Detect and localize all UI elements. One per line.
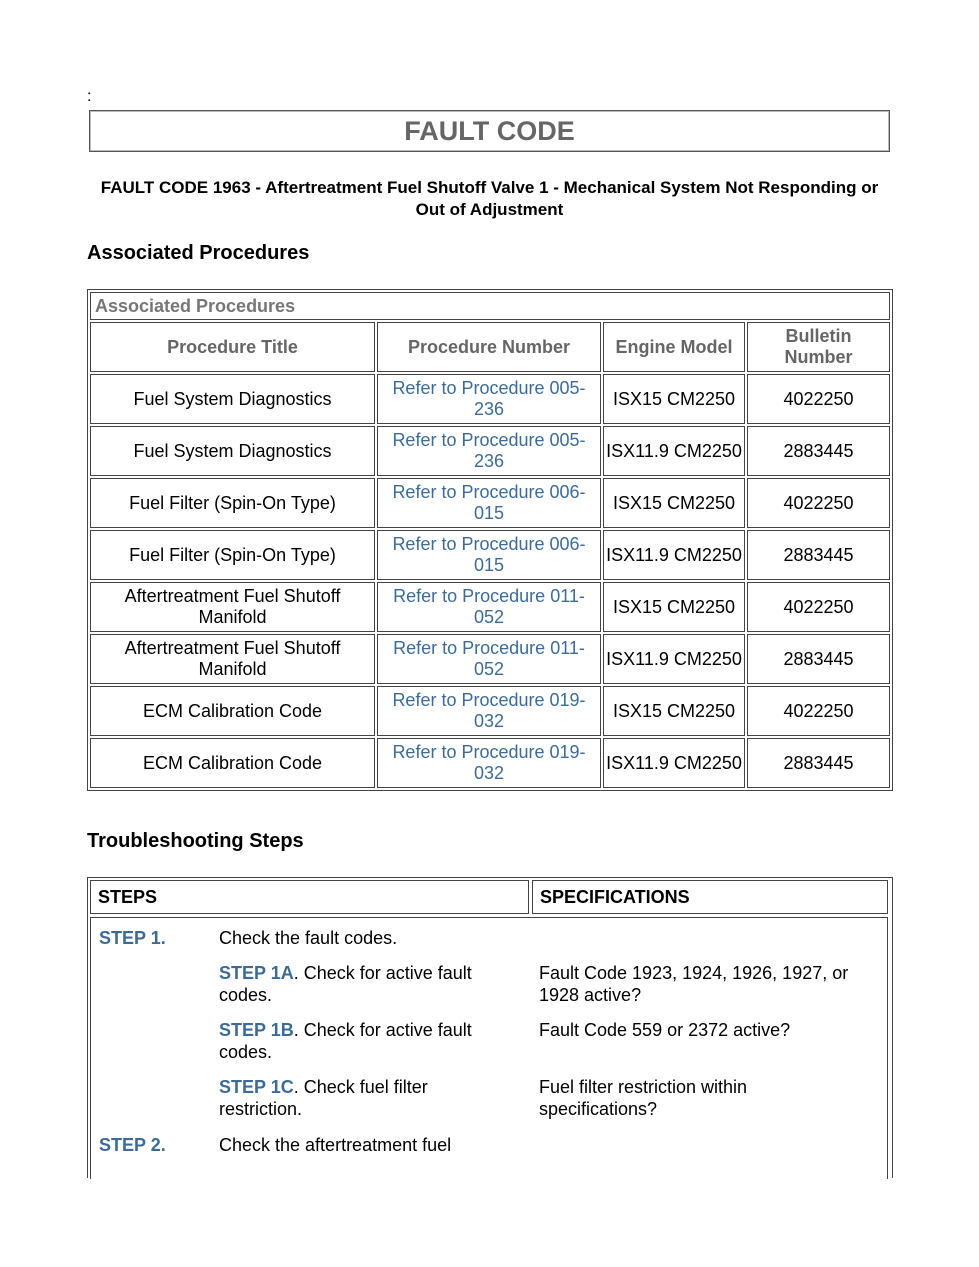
engine-model-cell: ISX11.9 CM2250 xyxy=(603,530,745,580)
steps-header-row xyxy=(90,880,888,914)
procedure-number-cell xyxy=(377,686,601,736)
troubleshooting-steps-heading: Troubleshooting Steps xyxy=(87,830,304,852)
col-procedure-number: Procedure Number xyxy=(377,322,601,372)
engine-model-cell: ISX15 CM2250 xyxy=(603,686,745,736)
col-steps: STEPS xyxy=(90,880,529,914)
procedure-title-cell: Aftertreatment Fuel Shutoff Manifold xyxy=(90,582,375,632)
engine-model-cell: ISX15 CM2250 xyxy=(603,478,745,528)
bulletin-number-cell: 4022250 xyxy=(747,582,890,632)
step-1c-text: STEP 1C. Check fuel filter restriction. xyxy=(219,1077,428,1119)
col-bulletin-number: Bulletin Number xyxy=(747,322,890,372)
table-row xyxy=(90,582,890,632)
engine-model-cell: ISX11.9 CM2250 xyxy=(603,634,745,684)
procedure-title-cell: Fuel Filter (Spin-On Type) xyxy=(90,478,375,528)
col-engine-model: Engine Model xyxy=(603,322,745,372)
associated-procedures-heading: Associated Procedures xyxy=(87,242,310,264)
procedure-title-cell: Fuel System Diagnostics xyxy=(90,374,375,424)
col-procedure-title: Procedure Title xyxy=(90,322,375,372)
fault-code-title: FAULT CODE 1963 - Aftertreatment Fuel Shutoff Valve 1 - Mechanical System Not Responding or Out of Adjustment xyxy=(100,178,879,219)
step-2-label[interactable]: STEP 2. xyxy=(99,1135,166,1155)
step-1-label[interactable]: STEP 1. xyxy=(99,928,166,948)
step-1a-spec: Fault Code 1923, 1924, 1926, 1927, or 1928 active? xyxy=(539,963,849,1005)
bulletin-number-cell: 2883445 xyxy=(747,738,890,788)
bulletin-number-cell: 4022250 xyxy=(747,478,890,528)
step-1b-label[interactable]: STEP 1B xyxy=(219,1020,294,1040)
procedure-title-cell: ECM Calibration Code xyxy=(90,738,375,788)
step-2-text: Check the aftertreatment fuel xyxy=(219,1135,452,1155)
engine-model-cell: ISX11.9 CM2250 xyxy=(603,426,745,476)
page-colon: : xyxy=(87,88,92,105)
procedure-number-cell xyxy=(377,582,601,632)
procedure-link[interactable]: Refer to Procedure 011-052 xyxy=(393,638,585,679)
step-1b-spec: Fault Code 559 or 2372 active? xyxy=(539,1020,791,1040)
fault-code-banner: FAULT CODE xyxy=(89,110,890,152)
bulletin-number-cell: 4022250 xyxy=(747,686,890,736)
step-1-text: Check the fault codes. xyxy=(219,928,398,948)
col-specifications: SPECIFICATIONS xyxy=(532,880,888,914)
engine-model-cell: ISX15 CM2250 xyxy=(603,374,745,424)
engine-model-cell: ISX15 CM2250 xyxy=(603,582,745,632)
procedure-link[interactable]: Refer to Procedure 006-015 xyxy=(392,534,586,575)
associated-procedures-table xyxy=(87,289,893,791)
procedure-link[interactable]: Refer to Procedure 011-052 xyxy=(393,586,585,627)
step-1a-label[interactable]: STEP 1A xyxy=(219,963,294,983)
step-1c-spec: Fuel filter restriction within specifications? xyxy=(539,1077,748,1119)
procedure-link[interactable]: Refer to Procedure 019-032 xyxy=(392,690,586,731)
table-row xyxy=(90,530,890,580)
procedure-title-cell: Aftertreatment Fuel Shutoff Manifold xyxy=(90,634,375,684)
table-row xyxy=(90,738,890,788)
table-row xyxy=(90,426,890,476)
table-row xyxy=(90,478,890,528)
procedure-title-cell: ECM Calibration Code xyxy=(90,686,375,736)
procedure-number-cell xyxy=(377,478,601,528)
procedure-number-cell xyxy=(377,374,601,424)
procedure-number-cell xyxy=(377,634,601,684)
step-1a-text: STEP 1A. Check for active fault codes. xyxy=(219,963,472,1005)
bulletin-number-cell: 4022250 xyxy=(747,374,890,424)
table-row xyxy=(90,686,890,736)
procedure-link[interactable]: Refer to Procedure 019-032 xyxy=(392,742,586,783)
table-caption: Associated Procedures xyxy=(90,292,890,320)
procedure-number-cell xyxy=(377,426,601,476)
step-1c-label[interactable]: STEP 1C xyxy=(219,1077,294,1097)
procedure-link[interactable]: Refer to Procedure 006-015 xyxy=(392,482,586,523)
bulletin-number-cell: 2883445 xyxy=(747,426,890,476)
steps-body xyxy=(90,917,888,1179)
bulletin-number-cell: 2883445 xyxy=(747,530,890,580)
procedure-number-cell xyxy=(377,530,601,580)
step-1b-text: STEP 1B. Check for active fault codes. xyxy=(219,1020,472,1062)
procedure-link[interactable]: Refer to Procedure 005-236 xyxy=(392,430,586,471)
table-row xyxy=(90,634,890,684)
engine-model-cell: ISX11.9 CM2250 xyxy=(603,738,745,788)
procedure-link[interactable]: Refer to Procedure 005-236 xyxy=(392,378,586,419)
procedure-number-cell xyxy=(377,738,601,788)
bulletin-number-cell: 2883445 xyxy=(747,634,890,684)
procedure-title-cell: Fuel Filter (Spin-On Type) xyxy=(90,530,375,580)
troubleshooting-table xyxy=(87,877,893,1178)
procedure-title-cell: Fuel System Diagnostics xyxy=(90,426,375,476)
table-row xyxy=(90,374,890,424)
